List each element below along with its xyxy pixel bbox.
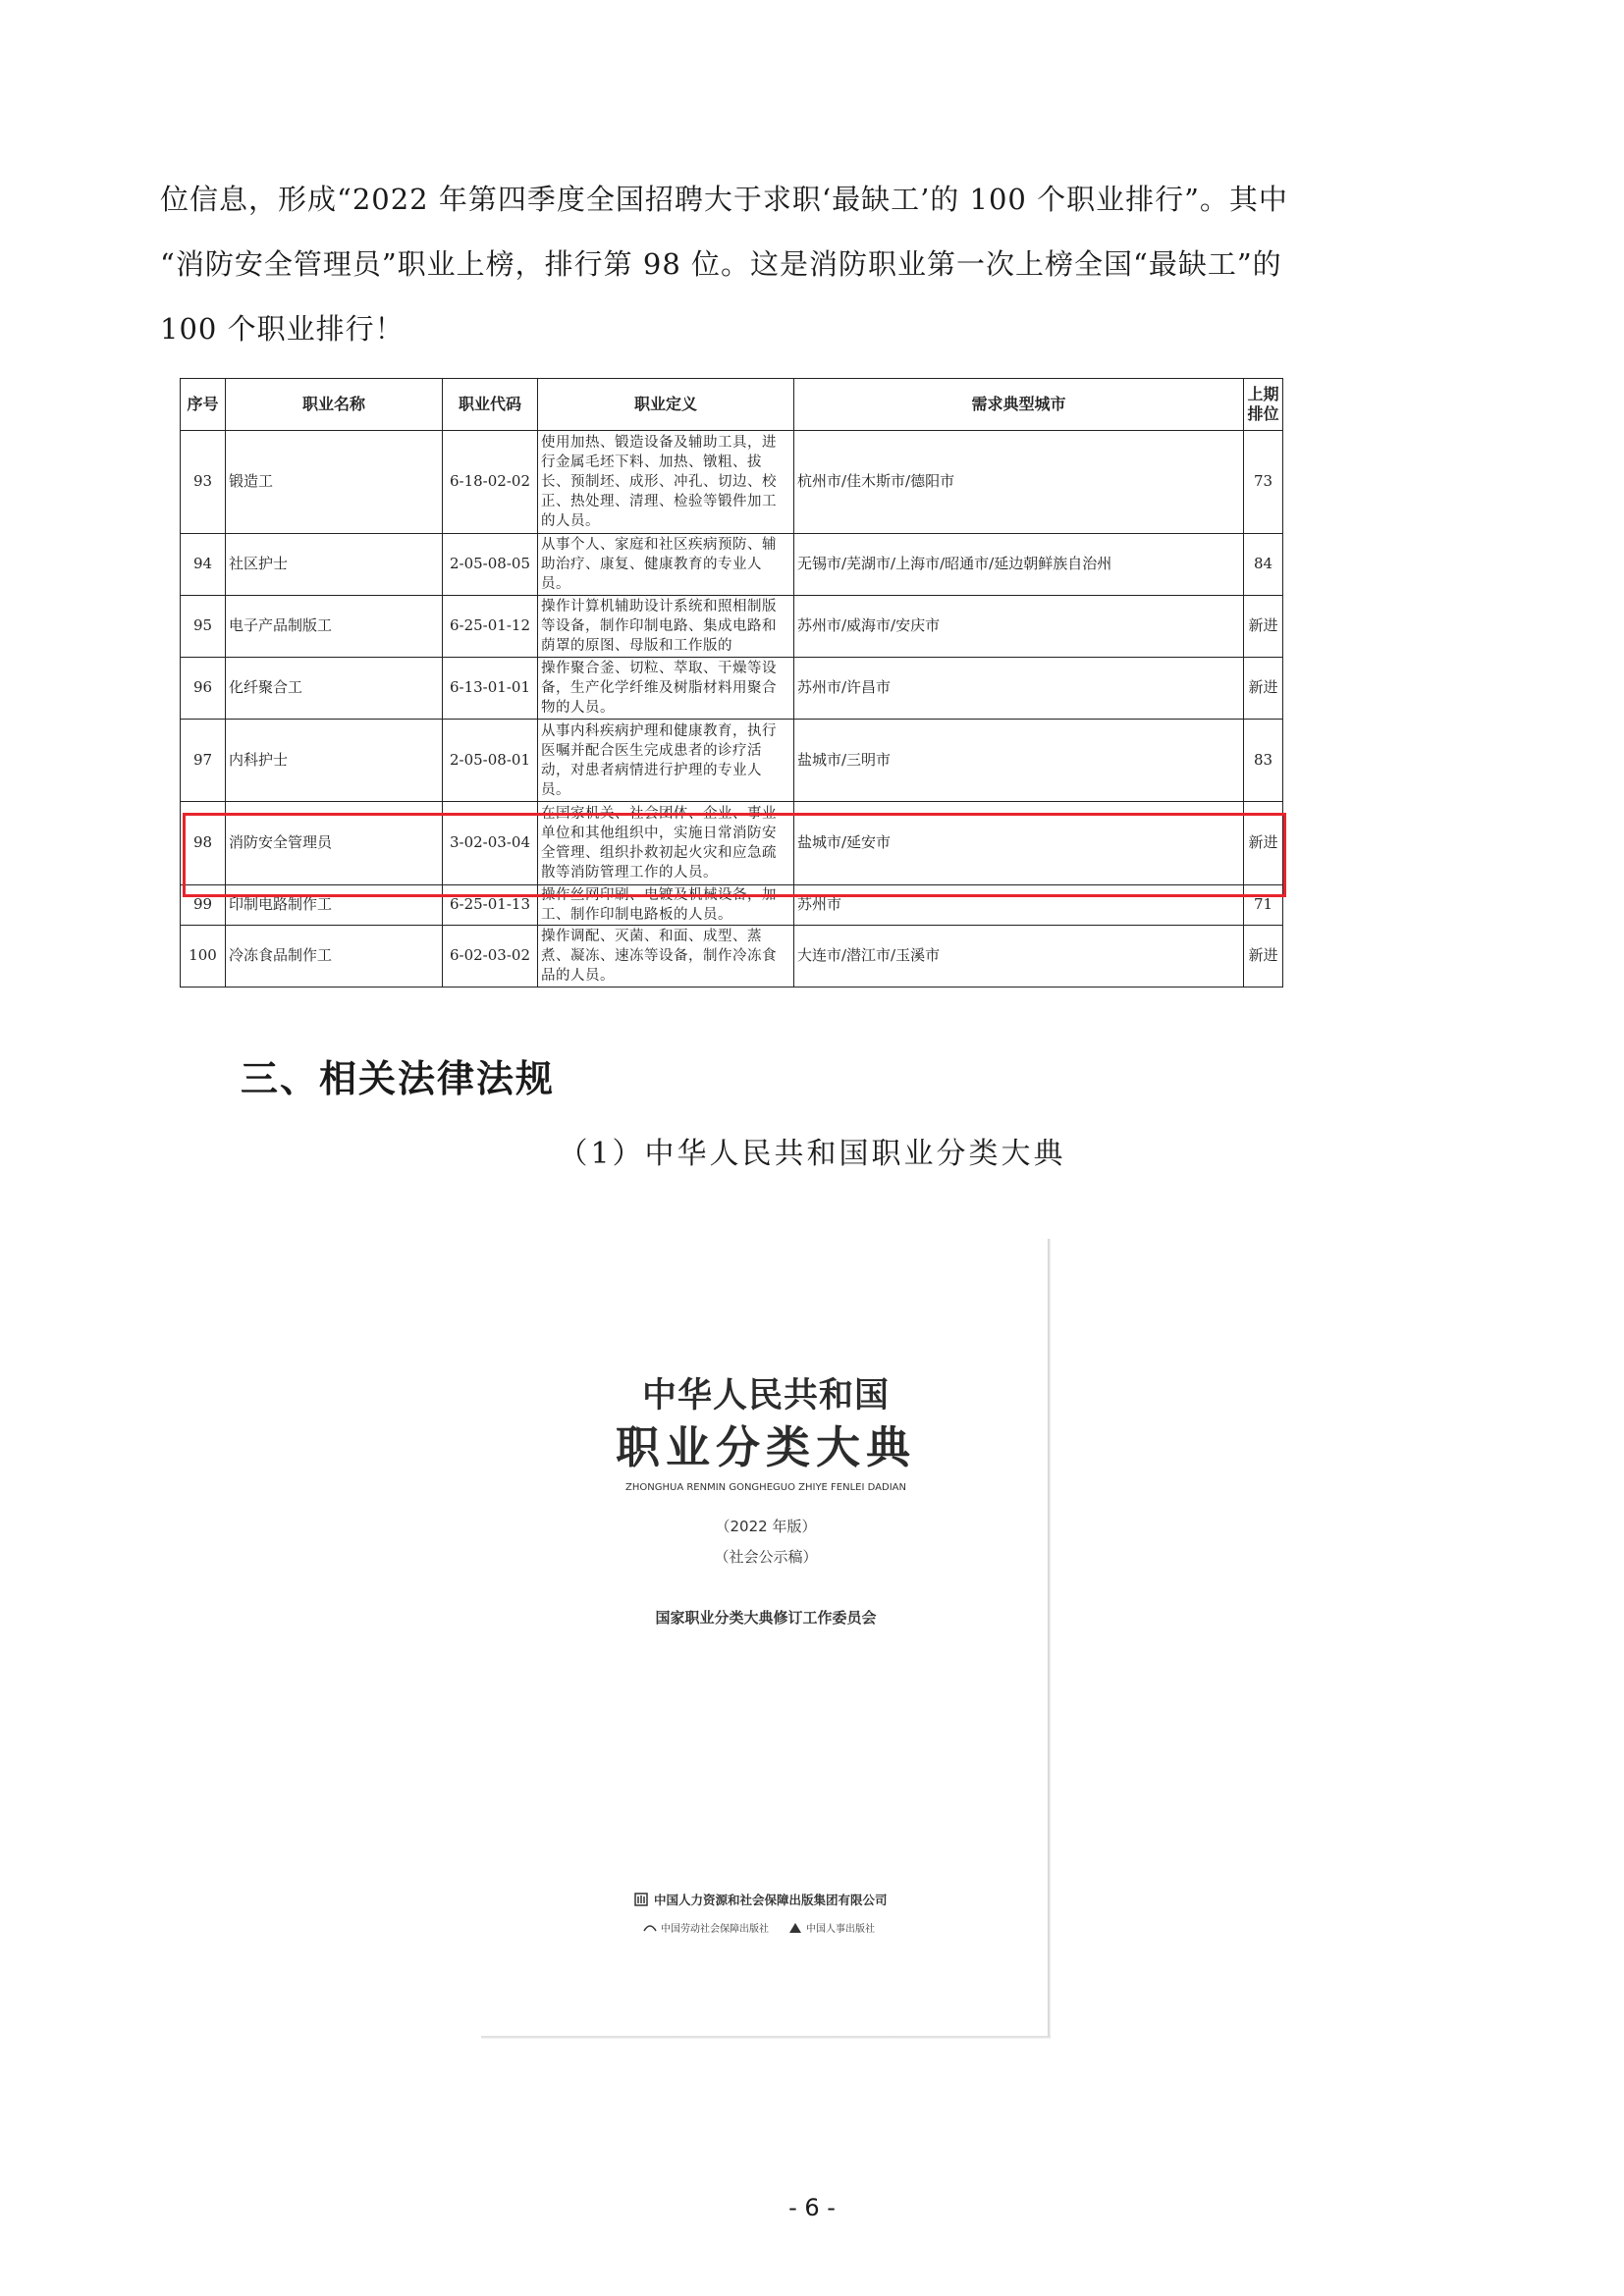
header-cities: 需求典型城市 (794, 379, 1244, 431)
cell-cities: 杭州市/佳木斯市/德阳市 (794, 431, 1244, 534)
cell-definition: 从事个人、家庭和社区疾病预防、辅助治疗、康复、健康教育的专业人员。 (538, 534, 794, 596)
sub-heading: （1）中华人民共和国职业分类大典 (558, 1137, 1066, 1171)
cell-definition: 操作聚合釜、切粒、萃取、干燥等设备，生产化学纤维及树脂材料用聚合物的人员。 (538, 658, 794, 720)
cell-rank: 83 (1244, 720, 1283, 802)
cell-num: 100 (181, 926, 226, 988)
cover-pinyin: ZHONGHUA RENMIN GONGHEGUO ZHIYE FENLEI DADIAN (625, 1482, 906, 1493)
section-heading: 三、相关法律法规 (241, 1057, 556, 1100)
cell-rank: 新进 (1244, 596, 1283, 658)
cell-definition: 操作调配、灭菌、和面、成型、蒸煮、凝冻、速冻等设备，制作冷冻食品的人员。 (538, 926, 794, 988)
cell-num: 94 (181, 534, 226, 596)
cover-title-line2: 职业分类大典 (615, 1421, 916, 1473)
cell-code: 6-02-03-02 (443, 926, 538, 988)
cell-definition: 使用加热、锻造设备及辅助工具，进行金属毛坯下料、加热、镦粗、拔长、预制坯、成形、冲孔、切边、校正、热处理、清理、检验等锻件加工的人员。 (538, 431, 794, 534)
table-header-row (181, 379, 1283, 431)
cell-code: 6-25-01-13 (443, 885, 538, 926)
intro-paragraph (160, 167, 1471, 361)
cell-name: 消防安全管理员 (226, 802, 443, 885)
cell-name: 社区护士 (226, 534, 443, 596)
cell-cities: 苏州市 (794, 885, 1244, 926)
occupation-ranking-table (180, 378, 1282, 988)
header-definition: 职业定义 (538, 379, 794, 431)
cover-edge-shadow (1048, 1239, 1051, 2039)
table-row (181, 720, 1283, 802)
table-row-highlighted (181, 802, 1283, 885)
book-cover-image (481, 1239, 1051, 2039)
cell-rank: 84 (1244, 534, 1283, 596)
cell-name: 冷冻食品制作工 (226, 926, 443, 988)
cell-code: 2-05-08-01 (443, 720, 538, 802)
intro-line: 100 个职业排行！ (160, 312, 405, 346)
cell-num: 98 (181, 802, 226, 885)
header-code: 职业代码 (443, 379, 538, 431)
cover-draft-note: （社会公示稿） (714, 1548, 818, 1566)
cell-rank: 新进 (1244, 658, 1283, 720)
cover-committee: 国家职业分类大典修订工作委员会 (655, 1609, 877, 1627)
cell-name: 化纤聚合工 (226, 658, 443, 720)
publisher-logo-icon (634, 1893, 648, 1906)
cover-imprints (643, 1920, 889, 1935)
cell-code: 3-02-03-04 (443, 802, 538, 885)
header-num: 序号 (181, 379, 226, 431)
header-name: 职业名称 (226, 379, 443, 431)
publisher-name: 中国人力资源和社会保障出版集团有限公司 (654, 1893, 888, 1907)
cover-title-line1: 中华人民共和国 (641, 1376, 890, 1415)
cell-rank: 73 (1244, 431, 1283, 534)
page-number: - 6 - (788, 2194, 836, 2221)
table-row (181, 885, 1283, 926)
cell-name: 内科护士 (226, 720, 443, 802)
cell-rank: 新进 (1244, 802, 1283, 885)
cover-edge-shadow (481, 2036, 1051, 2039)
cell-code: 6-25-01-12 (443, 596, 538, 658)
table-row (181, 534, 1283, 596)
intro-line: “消防安全管理员”职业上榜，排行第 98 位。这是消防职业第一次上榜全国“最缺工”的 (160, 247, 1282, 281)
cell-num: 95 (181, 596, 226, 658)
table-row (181, 926, 1283, 988)
table-row (181, 596, 1283, 658)
header-rank: 上期排位 (1244, 379, 1283, 431)
cell-rank: 新进 (1244, 926, 1283, 988)
cover-publisher (634, 1891, 888, 1908)
cell-name: 锻造工 (226, 431, 443, 534)
cell-cities: 大连市/潜江市/玉溪市 (794, 926, 1244, 988)
cell-cities: 无锡市/芜湖市/上海市/昭通市/延边朝鲜族自治州 (794, 534, 1244, 596)
imprint-logo-icon (643, 1923, 657, 1933)
imprint-labor (643, 1920, 769, 1935)
imprint-name: 中国人事出版社 (806, 1924, 875, 1935)
imprint-personnel (788, 1920, 875, 1935)
cell-code: 2-05-08-05 (443, 534, 538, 596)
cell-num: 96 (181, 658, 226, 720)
cell-cities: 苏州市/威海市/安庆市 (794, 596, 1244, 658)
imprint-name: 中国劳动社会保障出版社 (661, 1924, 769, 1935)
cell-num: 99 (181, 885, 226, 926)
cell-code: 6-13-01-01 (443, 658, 538, 720)
cover-edition: （2022 年版） (715, 1518, 817, 1535)
cell-cities: 盐城市/三明市 (794, 720, 1244, 802)
cell-name: 电子产品制版工 (226, 596, 443, 658)
table-row (181, 431, 1283, 534)
cell-definition: 在国家机关、社会团体、企业、事业单位和其他组织中，实施日常消防安全管理、组织扑救初起火灾和应急疏散等消防管理工作的人员。 (538, 802, 794, 885)
cell-definition: 操作计算机辅助设计系统和照相制版等设备，制作印制电路、集成电路和荫罩的原图、母版和工作版的 (538, 596, 794, 658)
cell-rank: 71 (1244, 885, 1283, 926)
cell-definition: 从事内科疾病护理和健康教育，执行医嘱并配合医生完成患者的诊疗活动，对患者病情进行护理的专业人员。 (538, 720, 794, 802)
intro-line: 位信息，形成“2022 年第四季度全国招聘大于求职‘最缺工’的 100 个职业排行”。其中 (160, 183, 1288, 216)
cell-code: 6-18-02-02 (443, 431, 538, 534)
cell-num: 97 (181, 720, 226, 802)
cell-num: 93 (181, 431, 226, 534)
imprint-logo-icon (788, 1922, 802, 1934)
cell-cities: 苏州市/许昌市 (794, 658, 1244, 720)
cell-name: 印制电路制作工 (226, 885, 443, 926)
cell-cities: 盐城市/延安市 (794, 802, 1244, 885)
table-row (181, 658, 1283, 720)
cell-definition: 操作丝网印刷、电镀及机械设备，加工、制作印制电路板的人员。 (538, 885, 794, 926)
